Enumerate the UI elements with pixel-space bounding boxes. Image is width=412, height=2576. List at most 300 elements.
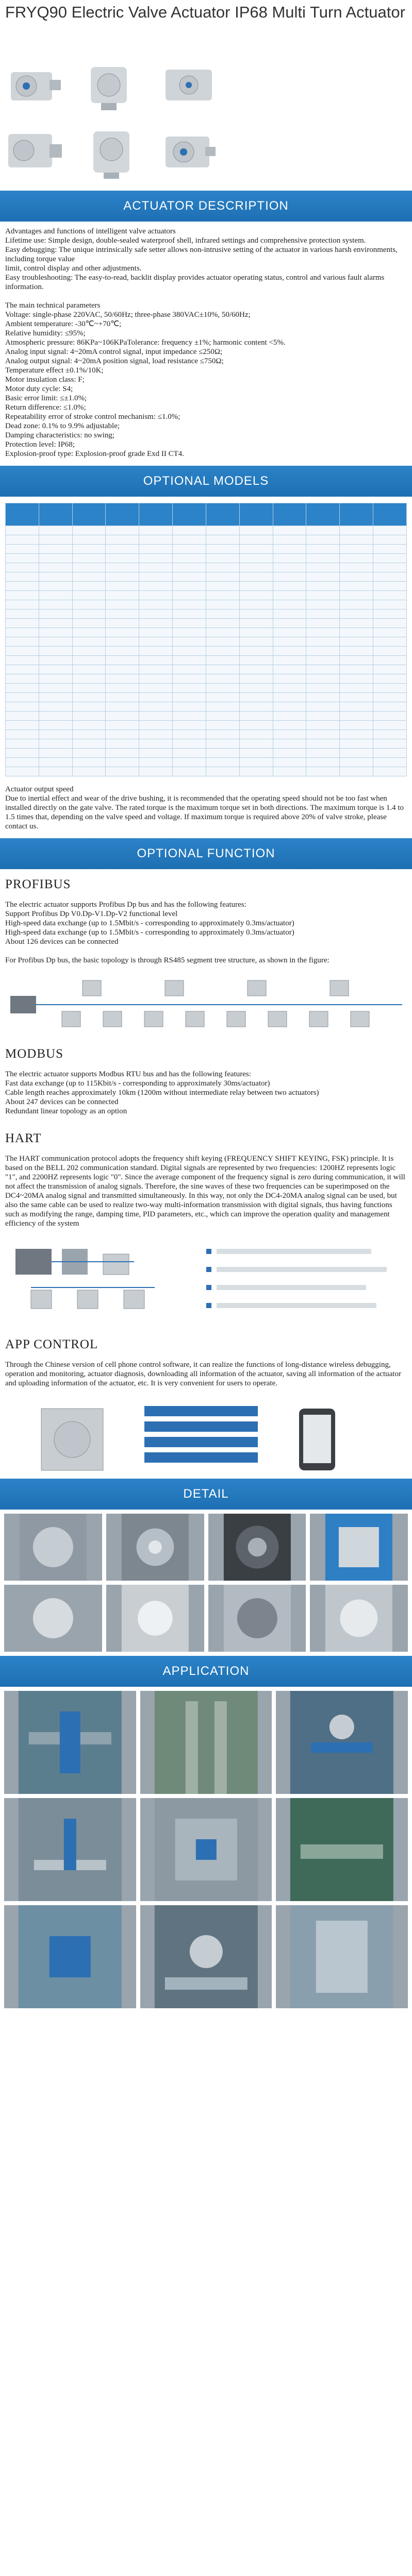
table-cell — [72, 503, 106, 526]
table-row — [6, 591, 407, 600]
table-cell — [373, 656, 407, 665]
table-cell — [340, 684, 373, 693]
table-cell — [206, 647, 239, 656]
table-cell — [239, 647, 273, 656]
section-title: OPTIONAL MODELS — [143, 474, 269, 488]
table-cell — [72, 721, 106, 730]
table-cell — [39, 730, 72, 739]
table-cell — [206, 600, 239, 609]
table-row — [6, 730, 407, 739]
table-row — [6, 582, 407, 591]
table-cell — [106, 554, 139, 563]
table-cell — [106, 767, 139, 776]
table-cell — [6, 637, 39, 647]
param-line: Basic error limit: ≤±1.0%; — [5, 394, 87, 402]
param-line: Analog output signal: 4~20mA position signal, load resistance ≤750Ω; — [5, 357, 224, 365]
table-cell — [106, 600, 139, 609]
table-cell — [273, 739, 306, 749]
detail-photo-grid — [0, 1510, 412, 1656]
application-photo — [4, 1905, 136, 2008]
table-cell — [139, 563, 173, 572]
table-cell — [239, 739, 273, 749]
table-cell — [72, 711, 106, 721]
modbus-line: The electric actuator supports Modbus RTU bus and has the following features: — [5, 1070, 251, 1078]
table-cell — [72, 591, 106, 600]
table-cell — [340, 665, 373, 674]
table-cell — [6, 674, 39, 684]
table-cell — [39, 684, 72, 693]
table-row — [6, 693, 407, 702]
table-cell — [306, 545, 340, 554]
table-cell — [373, 693, 407, 702]
table-cell — [373, 535, 407, 545]
table-cell — [173, 545, 206, 554]
table-cell — [173, 609, 206, 619]
table-cell — [206, 619, 239, 628]
param-line: Explosion-proof type: Explosion-proof grade Exd II CT4. — [5, 450, 185, 458]
table-cell — [39, 609, 72, 619]
profibus-heading: PROFIBUS — [5, 877, 71, 891]
table-cell — [173, 535, 206, 545]
table-cell — [72, 767, 106, 776]
table-cell — [273, 554, 306, 563]
table-cell — [206, 721, 239, 730]
table-cell — [273, 702, 306, 711]
table-cell — [373, 526, 407, 535]
table-row — [6, 535, 407, 545]
table-cell — [173, 702, 206, 711]
table-cell — [340, 572, 373, 582]
table-cell — [206, 758, 239, 767]
table-cell — [306, 572, 340, 582]
table-cell — [139, 647, 173, 656]
table-cell — [72, 600, 106, 609]
table-cell — [39, 637, 72, 647]
actuator-photo — [80, 124, 142, 180]
profibus-line: Support Profibus Dp V0.Dp-V1.Dp-V2 functional level — [5, 910, 178, 918]
table-cell — [206, 739, 239, 749]
table-cell — [306, 554, 340, 563]
table-cell — [173, 637, 206, 647]
table-cell — [72, 609, 106, 619]
table-cell — [273, 628, 306, 637]
table-row — [6, 628, 407, 637]
table-cell — [72, 730, 106, 739]
table-cell — [206, 674, 239, 684]
table-cell — [39, 665, 72, 674]
table-cell — [239, 526, 273, 535]
table-cell — [39, 503, 72, 526]
profibus-line: For Profibus Dp bus, the basic topology is through RS485 segment tree structure, as shown in the figure: — [5, 956, 329, 964]
param-line: Motor insulation class: F; — [5, 376, 85, 384]
table-cell — [306, 637, 340, 647]
table-cell — [173, 730, 206, 739]
table-cell — [373, 563, 407, 572]
table-cell — [39, 647, 72, 656]
table-cell — [139, 600, 173, 609]
table-cell — [139, 730, 173, 739]
param-line: Atmospheric pressure: 86KPa~106KPaTolerance: frequency ±1%; harmonic content <5%. — [5, 338, 286, 347]
table-cell — [6, 572, 39, 582]
table-cell — [6, 739, 39, 749]
application-photo — [140, 1691, 272, 1794]
table-cell — [306, 647, 340, 656]
table-cell — [139, 749, 173, 758]
table-cell — [373, 545, 407, 554]
table-row — [6, 600, 407, 609]
modbus-line: About 247 devices can be connected — [5, 1098, 119, 1106]
table-cell — [6, 526, 39, 535]
param-line: Damping characteristics: no swing; — [5, 431, 115, 439]
modbus-heading: MODBUS — [5, 1047, 63, 1061]
table-cell — [373, 730, 407, 739]
table-cell — [106, 609, 139, 619]
table-cell — [206, 535, 239, 545]
params-title: The main technical parameters — [5, 301, 101, 310]
table-cell — [6, 767, 39, 776]
param-line: Motor duty cycle: S4; — [5, 385, 73, 393]
table-cell — [340, 758, 373, 767]
table-cell — [6, 628, 39, 637]
table-cell — [306, 758, 340, 767]
table-cell — [72, 637, 106, 647]
table-cell — [306, 739, 340, 749]
table-cell — [340, 767, 373, 776]
app-line: Through the Chinese version of cell phone control software, it can realize the functions of long-distance wireless debugging, operation and monitoring, actuator diagnosis, downloading all information of the actuator, saving all information of the actuator and uploading information of the actuator, etc. It is very convenient for users to operate. — [5, 1361, 401, 1387]
table-cell — [239, 628, 273, 637]
table-row — [6, 749, 407, 758]
table-cell — [6, 582, 39, 591]
table-cell — [373, 609, 407, 619]
table-cell — [373, 711, 407, 721]
table-cell — [173, 526, 206, 535]
table-cell — [106, 684, 139, 693]
hero-image-grid — [3, 57, 409, 191]
table-cell — [173, 693, 206, 702]
table-cell — [273, 674, 306, 684]
table-cell — [139, 721, 173, 730]
description-line: Easy debugging: The unique intrinsically safe setter allows non-intrusive setting of the actuator in various harsh environments, including torque value — [5, 246, 398, 263]
table-cell — [306, 503, 340, 526]
profibus-line: High-speed data exchange (up to 1.5Mbit/s - corresponding to approximately 0.3ms/actuator) — [5, 919, 294, 927]
table-cell — [6, 702, 39, 711]
table-cell — [340, 563, 373, 572]
table-cell — [6, 656, 39, 665]
section-banner-description — [0, 191, 412, 222]
section-title: DETAIL — [183, 1487, 229, 1501]
table-cell — [173, 739, 206, 749]
table-cell — [273, 503, 306, 526]
table-cell — [340, 582, 373, 591]
table-cell — [373, 554, 407, 563]
table-cell — [273, 647, 306, 656]
table-cell — [39, 572, 72, 582]
table-cell — [173, 563, 206, 572]
table-cell — [39, 702, 72, 711]
table-row — [6, 619, 407, 628]
models-table — [5, 503, 407, 776]
table-cell — [72, 572, 106, 582]
table-cell — [72, 628, 106, 637]
table-cell — [340, 711, 373, 721]
section-banner-application — [0, 1656, 412, 1687]
table-cell — [373, 503, 407, 526]
table-cell — [6, 563, 39, 572]
table-cell — [39, 628, 72, 637]
modbus-line: Redundant linear topology as an option — [5, 1107, 127, 1115]
table-row — [6, 721, 407, 730]
table-cell — [340, 721, 373, 730]
table-cell — [39, 721, 72, 730]
table-cell — [206, 749, 239, 758]
table-cell — [273, 749, 306, 758]
description-line: Advantages and functions of intelligent valve actuators — [5, 227, 176, 235]
table-cell — [106, 503, 139, 526]
table-cell — [139, 767, 173, 776]
table-cell — [239, 749, 273, 758]
table-cell — [72, 647, 106, 656]
table-cell — [6, 600, 39, 609]
application-photo-grid — [0, 1687, 412, 2012]
table-cell — [6, 545, 39, 554]
table-cell — [106, 545, 139, 554]
detail-photo — [208, 1585, 306, 1652]
table-cell — [273, 526, 306, 535]
table-cell — [340, 526, 373, 535]
table-cell — [373, 619, 407, 628]
table-cell — [206, 554, 239, 563]
table-cell — [373, 628, 407, 637]
table-cell — [239, 554, 273, 563]
table-cell — [39, 563, 72, 572]
table-cell — [340, 702, 373, 711]
table-cell — [306, 730, 340, 739]
table-cell — [239, 535, 273, 545]
table-cell — [306, 600, 340, 609]
table-row — [6, 739, 407, 749]
table-cell — [39, 739, 72, 749]
table-cell — [373, 702, 407, 711]
table-cell — [373, 684, 407, 693]
table-cell — [373, 582, 407, 591]
table-cell — [273, 619, 306, 628]
table-cell — [173, 591, 206, 600]
table-cell — [139, 545, 173, 554]
table-row — [6, 665, 407, 674]
table-cell — [106, 758, 139, 767]
table-cell — [39, 554, 72, 563]
table-row — [6, 674, 407, 684]
table-cell — [6, 665, 39, 674]
table-row — [6, 503, 407, 526]
section-title: OPTIONAL FUNCTION — [137, 846, 275, 860]
table-cell — [239, 665, 273, 674]
table-cell — [273, 665, 306, 674]
table-cell — [206, 526, 239, 535]
table-cell — [273, 591, 306, 600]
table-cell — [206, 591, 239, 600]
table-cell — [239, 656, 273, 665]
profibus-line: High-speed data exchange (up to 1.5Mbit/s - corresponding to approximately 0.3ms/actuator) — [5, 928, 294, 937]
application-photo — [4, 1798, 136, 1901]
table-cell — [239, 702, 273, 711]
table-cell — [206, 711, 239, 721]
hart-line: The HART communication protocol adopts the frequency shift keying (FREQUENCY SHIFT KEYING, FSK) principle. It is based on the BELL 202 communication standard. Digital signals are represented by two frequencies: 1200HZ represents logic "1", and 2200HZ represents logic "0". Since the average component of the frequency signal is zero during communication, it will not affect the transmission of analog signals. Therefore, the sine waves of these two frequencies can be superimposed on the DC4~20MA analog signal and transmitted simultaneously. In this way, not only the DC4-20MA analog signal can be used, but also the same cable can be used to realize two-way multi-information transmission with digital signals, thus having functions such as modifying the range, damping time, PID parameters, etc., which can improve the operation quality and management efficiency of the system — [5, 1155, 405, 1228]
table-cell — [273, 582, 306, 591]
application-photo — [276, 1798, 408, 1901]
table-cell — [239, 767, 273, 776]
table-cell — [6, 684, 39, 693]
table-cell — [106, 526, 139, 535]
table-cell — [239, 600, 273, 609]
table-cell — [106, 674, 139, 684]
table-cell — [173, 572, 206, 582]
table-row — [6, 563, 407, 572]
table-cell — [340, 609, 373, 619]
table-cell — [139, 702, 173, 711]
param-line: Voltage: single-phase 220VAC, 50/60Hz; three-phase 380VAC±10%, 50/60Hz; — [5, 311, 251, 319]
models-table-area — [0, 497, 412, 779]
table-cell — [72, 693, 106, 702]
table-row — [6, 554, 407, 563]
param-line: Repeatability error of stroke control mechanism: ≤1.0%; — [5, 413, 180, 421]
table-cell — [106, 591, 139, 600]
table-cell — [239, 637, 273, 647]
table-cell — [340, 619, 373, 628]
page-title: FRYQ90 Electric Valve Actuator IP68 Multi Turn Actuator — [5, 3, 405, 21]
table-cell — [72, 749, 106, 758]
table-cell — [273, 767, 306, 776]
table-cell — [6, 711, 39, 721]
table-cell — [39, 693, 72, 702]
table-cell — [106, 665, 139, 674]
table-row — [6, 647, 407, 656]
table-cell — [139, 739, 173, 749]
table-cell — [6, 591, 39, 600]
table-cell — [39, 582, 72, 591]
table-cell — [6, 609, 39, 619]
table-cell — [173, 554, 206, 563]
table-cell — [239, 730, 273, 739]
table-cell — [6, 647, 39, 656]
table-cell — [173, 665, 206, 674]
modbus-text — [0, 1064, 412, 1123]
table-cell — [340, 693, 373, 702]
table-cell — [273, 693, 306, 702]
table-cell — [340, 545, 373, 554]
table-cell — [106, 730, 139, 739]
table-cell — [173, 674, 206, 684]
table-cell — [306, 684, 340, 693]
description-line: limit, control display and other adjustments. — [5, 264, 142, 273]
table-cell — [106, 711, 139, 721]
table-cell — [6, 730, 39, 739]
table-cell — [239, 503, 273, 526]
table-cell — [340, 591, 373, 600]
table-cell — [72, 674, 106, 684]
table-cell — [106, 582, 139, 591]
table-cell — [306, 535, 340, 545]
table-cell — [340, 730, 373, 739]
table-cell — [173, 758, 206, 767]
table-cell — [306, 674, 340, 684]
application-photo — [140, 1798, 272, 1901]
table-cell — [139, 711, 173, 721]
table-cell — [239, 684, 273, 693]
table-cell — [106, 702, 139, 711]
table-cell — [273, 572, 306, 582]
table-cell — [273, 758, 306, 767]
models-note: Actuator output speed — [5, 785, 74, 793]
profibus-line: About 126 devices can be connected — [5, 938, 119, 946]
table-cell — [340, 656, 373, 665]
table-cell — [6, 554, 39, 563]
table-cell — [306, 628, 340, 637]
table-cell — [373, 721, 407, 730]
table-cell — [373, 739, 407, 749]
table-cell — [173, 503, 206, 526]
detail-photo — [310, 1514, 408, 1581]
table-cell — [273, 545, 306, 554]
table-cell — [72, 702, 106, 711]
detail-photo — [106, 1585, 204, 1652]
table-cell — [273, 637, 306, 647]
table-cell — [139, 637, 173, 647]
table-cell — [139, 503, 173, 526]
table-cell — [173, 619, 206, 628]
section-title: APPLICATION — [162, 1664, 250, 1678]
table-cell — [239, 674, 273, 684]
table-cell — [173, 582, 206, 591]
section-title: ACTUATOR DESCRIPTION — [123, 199, 289, 213]
table-row — [6, 526, 407, 535]
table-cell — [206, 582, 239, 591]
table-cell — [106, 739, 139, 749]
table-cell — [373, 591, 407, 600]
table-cell — [139, 674, 173, 684]
hart-diagram — [0, 1239, 412, 1326]
detail-photo — [4, 1585, 102, 1652]
section-banner-function — [0, 838, 412, 869]
application-photo — [4, 1691, 136, 1794]
actuator-photo — [3, 124, 65, 180]
table-cell — [106, 572, 139, 582]
section-banner-models — [0, 466, 412, 497]
detail-photo — [106, 1514, 204, 1581]
table-cell — [306, 582, 340, 591]
table-cell — [340, 674, 373, 684]
table-row — [6, 758, 407, 767]
table-cell — [6, 721, 39, 730]
table-cell — [139, 591, 173, 600]
table-cell — [39, 600, 72, 609]
table-cell — [239, 563, 273, 572]
table-cell — [306, 526, 340, 535]
table-cell — [273, 684, 306, 693]
table-cell — [239, 591, 273, 600]
table-cell — [39, 619, 72, 628]
actuator-photo — [80, 57, 142, 113]
table-cell — [72, 758, 106, 767]
app-heading: APP CONTROL — [5, 1337, 98, 1351]
title-block — [0, 0, 412, 57]
table-row — [6, 572, 407, 582]
detail-photo — [4, 1514, 102, 1581]
table-cell — [273, 721, 306, 730]
table-cell — [139, 758, 173, 767]
table-row — [6, 684, 407, 693]
description-line: Easy troubleshooting: The easy-to-read, backlit display provides actuator operating status, control and various fault alarms information. — [5, 274, 385, 291]
